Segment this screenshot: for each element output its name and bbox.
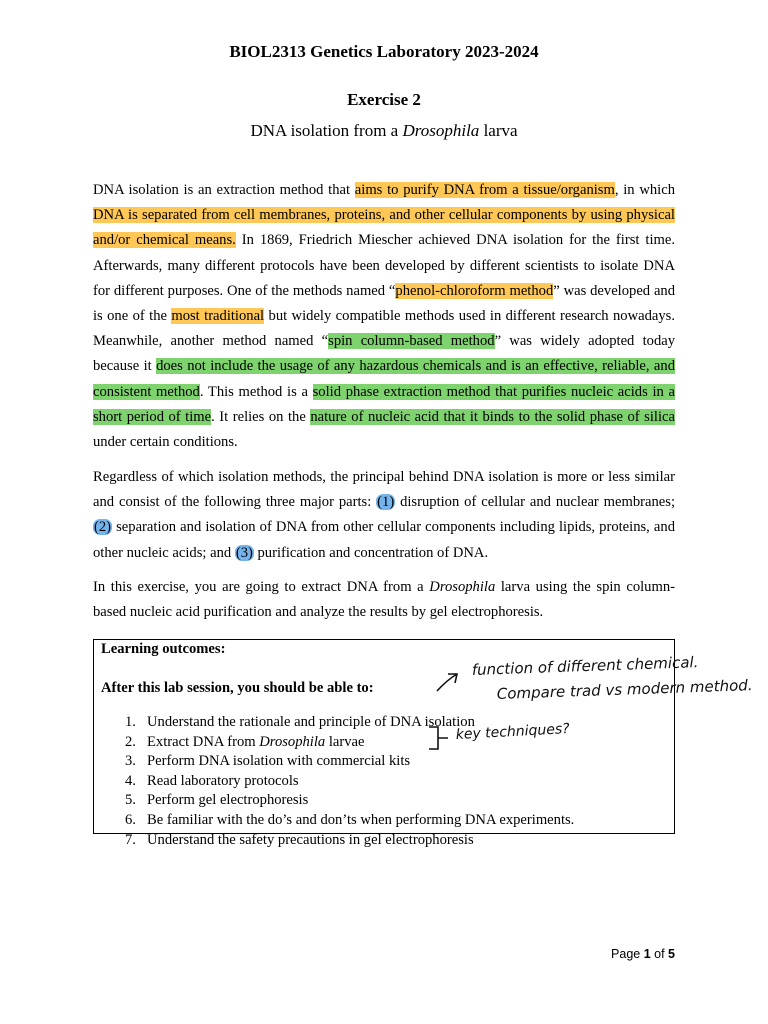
learning-outcome-text: larvae: [325, 733, 365, 750]
page-footer: [611, 947, 675, 961]
learning-outcome-number: 4.: [125, 772, 136, 789]
learning-outcome-text: Read laboratory protocols: [147, 772, 299, 789]
learning-outcomes-heading: Learning outcomes:: [101, 641, 226, 657]
paragraph-text: , in which: [614, 182, 675, 198]
paragraph-text: Drosophila: [429, 579, 496, 595]
paragraph-text: ” was widely adopted today because it: [93, 333, 676, 375]
paragraph-text: purification and concentration of DNA.: [253, 544, 489, 561]
handwritten-note-key-techniques: key techniques?: [455, 721, 571, 743]
paragraph-text: Regardless of which isolation methods, the principal behind DNA isolation is more or less similar and consist of the following three major parts:: [93, 469, 675, 511]
highlighted-text: DNA is separated from cell membranes, proteins, and other cellular components by using physical and/or chemical means.: [93, 207, 675, 249]
handwritten-note-compare: Compare trad vs modern method.: [496, 676, 753, 703]
learning-outcome-number: 2.: [125, 733, 136, 750]
highlighted-text: (2): [94, 519, 112, 536]
paragraph-text: ” was developed and is one of the: [93, 282, 676, 325]
paragraph-text: In 1869, Friedrich Miescher achieved DNA isolation for the first time. Afterwards, many different protocols have been developed by different scientists to isolate DNA for different purposes. One of the methods named “: [93, 232, 675, 299]
footer-page-total: 5: [668, 947, 675, 961]
learning-outcome-text: Understand the safety precautions in gel electrophoresis: [147, 831, 474, 848]
highlighted-text: phenol-chloroform method: [395, 282, 554, 299]
highlighted-text: aims to purify DNA from a tissue/organism: [354, 182, 615, 198]
paragraph-text: under certain conditions.: [93, 434, 238, 451]
highlighted-text: (1): [377, 494, 395, 511]
footer-page-word: Page: [611, 947, 644, 961]
paragraph-text: . It relies on the: [211, 408, 311, 425]
learning-outcome-number: 1.: [125, 714, 136, 730]
footer-of-word: of: [650, 947, 669, 961]
paragraph-text: . This method is a: [199, 383, 313, 400]
highlighted-text: (3): [235, 544, 253, 561]
learning-outcome-number: 7.: [125, 831, 136, 848]
paragraph-text: disruption of cellular and nuclear membranes;: [395, 494, 675, 511]
paragraph-text: In this exercise, you are going to extract DNA from a: [93, 579, 430, 595]
learning-outcome-number: 6.: [125, 811, 136, 828]
learning-outcome-text: Perform gel electrophoresis: [147, 792, 309, 809]
highlighted-text: solid phase extraction method that purifies nucleic acids in a short period of time: [93, 383, 675, 425]
course-title: BIOL2313 Genetics Laboratory 2023-2024: [229, 42, 539, 61]
footer-page-number: 1: [643, 947, 651, 961]
highlighted-text: most traditional: [171, 308, 265, 325]
learning-outcome-number: 3.: [125, 753, 136, 770]
highlighted-text: does not include the usage of any hazardous chemicals and is an effective, reliable, and consistent method: [93, 358, 675, 400]
learning-outcome-text: Perform DNA isolation with commercial kits: [147, 753, 411, 770]
handwritten-arrow: [437, 674, 457, 691]
learning-outcome-text: Extract DNA from: [147, 733, 260, 750]
learning-outcome-text: Understand the rationale and principle of DNA isolation: [147, 714, 475, 730]
paragraph-text: but widely compatible methods used in different research nowadays. Meanwhile, another method named “: [93, 308, 676, 350]
exercise-heading: Exercise 2: [347, 90, 421, 109]
subtitle-pre: DNA isolation from a: [250, 121, 403, 140]
paragraph-text: DNA isolation is an extraction method that: [93, 182, 355, 198]
highlighted-text: spin column-based method: [328, 333, 495, 350]
subtitle-post: larva: [479, 121, 518, 140]
handwritten-bracket: [429, 727, 448, 749]
highlighted-text: nature of nucleic acid that it binds to the solid phase of silica: [310, 408, 675, 425]
paragraph-text: separation and isolation of DNA from other cellular components including lipids, proteins, and other nucleic acids; and: [93, 519, 675, 561]
learning-outcome-text: Drosophila: [259, 733, 326, 750]
learning-outcome-number: 5.: [125, 792, 136, 809]
subtitle-italic: Drosophila: [402, 121, 480, 140]
learning-outcome-text: Be familiar with the do’s and don’ts when performing DNA experiments.: [147, 811, 575, 828]
learning-outcomes-subheading: After this lab session, you should be able to:: [101, 680, 374, 696]
handwritten-note-function: function of different chemical.: [471, 653, 699, 679]
paragraph-text: larva using the spin column-based nucleic acid purification and analyze the results by gel electrophoresis.: [93, 579, 675, 621]
